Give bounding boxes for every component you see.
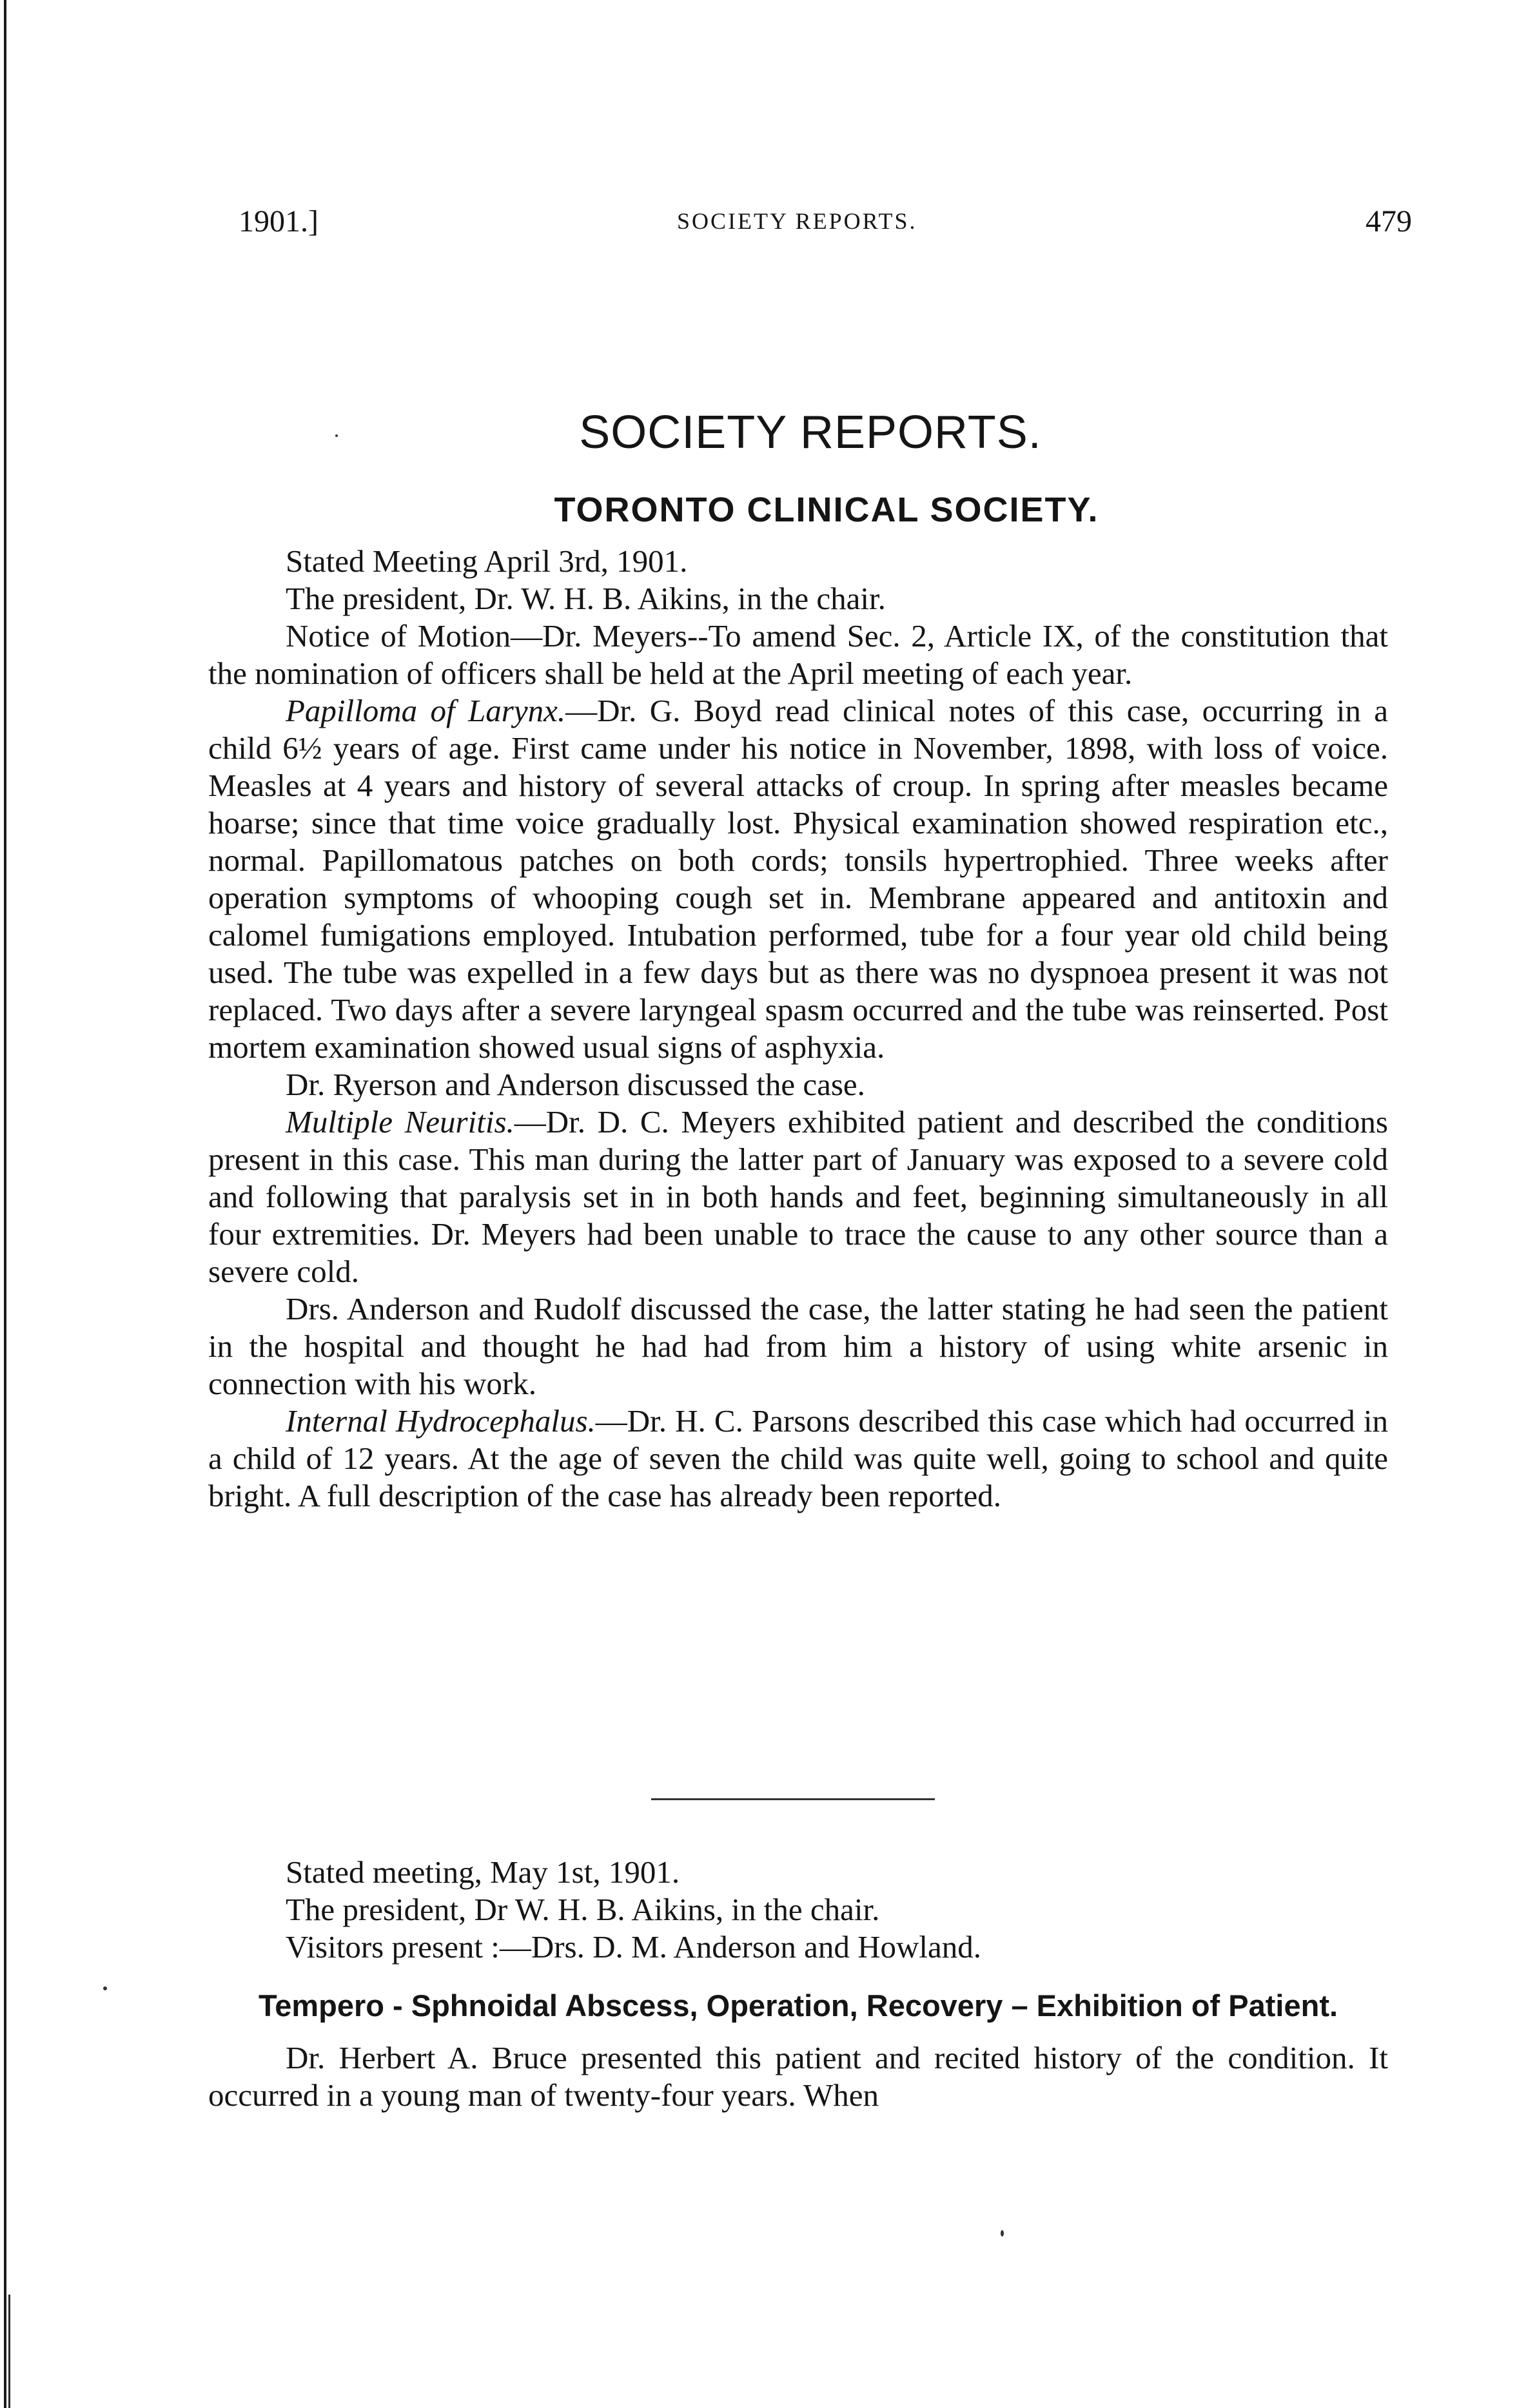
case-abscess-text: Dr. Herbert A. Bruce presented this patient and recited history of the condition. It occurred in a young man of twenty-four years. When [208, 2040, 1388, 2113]
case-hydrocephalus-title: Internal Hydrocephalus. [286, 1403, 596, 1439]
notice-of-motion: Notice of Motion—Dr. Meyers--To amend Sec. 2, Article IX, of the constitution that the nomination of officers shall be held at the April meeting of each year. [208, 618, 1388, 691]
running-head-title: SOCIETY REPORTS. [677, 208, 917, 234]
society-title: TORONTO CLINICAL SOCIETY. [554, 490, 1099, 529]
page-edge-rule-lower [8, 2295, 10, 2408]
section-divider [651, 1798, 935, 1800]
case-neuritis-title: Multiple Neuritis. [286, 1104, 514, 1140]
case-papilloma-title: Papilloma of Larynx. [286, 693, 566, 728]
running-head-year: 1901.] [239, 204, 318, 238]
stray-mark [1001, 2230, 1004, 2237]
meeting-date: Stated Meeting April 3rd, 1901. [286, 543, 688, 579]
meeting-april-report [208, 543, 1388, 1515]
case-neuritis-text: —Dr. D. C. Meyers exhibited patient and described the conditions present in this case. This man during the latter part of January was exposed to a severe cold and following that paralysis set in in both hands and feet, beginning simultaneously in all four extremities. Dr. Meyers had been unable to trace the cause to any other source than a severe cold. [208, 1104, 1388, 1289]
case-neuritis-discussion: Drs. Anderson and Rudolf discussed the case, the latter stating he had seen the patient in the hospital and thought he had had from him a history of using white arsenic in connection with his work. [208, 1291, 1388, 1401]
meeting2-visitors: Visitors present :—Drs. D. M. Anderson and Howland. [286, 1929, 982, 1965]
meeting2-date: Stated meeting, May 1st, 1901. [286, 1854, 680, 1890]
case-hydrocephalus [208, 1403, 1388, 1515]
case-neuritis [208, 1103, 1388, 1290]
meeting-may-header [208, 1854, 1388, 1966]
case-heading-abscess: Tempero - Sphnoidal Abscess, Operation, Recovery – Exhibition of Patient. [258, 1988, 1338, 2023]
page-edge-rule [4, 0, 6, 2408]
running-head [239, 204, 1412, 255]
stray-mark [335, 434, 338, 437]
case-papilloma [208, 692, 1388, 1066]
stray-mark [103, 1986, 107, 1990]
case-papilloma-text: —Dr. G. Boyd read clinical notes of this case, occurring in a child 6½ years of age. First came under his notice in November, 1898, with loss of voice. Measles at 4 years and history of several attacks of croup. In spring after measles became hoarse; since that time voice gradually lost. Physical examination showed respiration etc., normal. Papillomatous patches on both cords; tonsils hypertrophied. Three weeks after operation symptoms of whooping cough set in. Membrane appeared and antitoxin and calomel fumigations employed. Intubation performed, tube for a four year old child being used. The tube was expelled in a few days but as there was no dyspnoea present it was not replaced. Two days after a severe laryngeal spasm occurred and the tube was reinserted. Post mortem examination showed usual signs of asphyxia. [208, 693, 1388, 1065]
case-papilloma-discussion: Dr. Ryerson and Anderson discussed the case. [286, 1067, 865, 1102]
case-hydrocephalus-text: —Dr. H. C. Parsons described this case which had occurred in a child of 12 years. At the age of seven the child was quite well, going to school and quite bright. A full description of the case has already been reported. [208, 1403, 1388, 1513]
meeting2-chair: The president, Dr W. H. B. Aikins, in the chair. [286, 1892, 880, 1927]
page-number: 479 [1366, 204, 1412, 238]
meeting-may-report [208, 2039, 1388, 2114]
meeting-chair: The president, Dr. W. H. B. Aikins, in the chair. [286, 581, 886, 616]
page-title: SOCIETY REPORTS. [579, 407, 1042, 458]
